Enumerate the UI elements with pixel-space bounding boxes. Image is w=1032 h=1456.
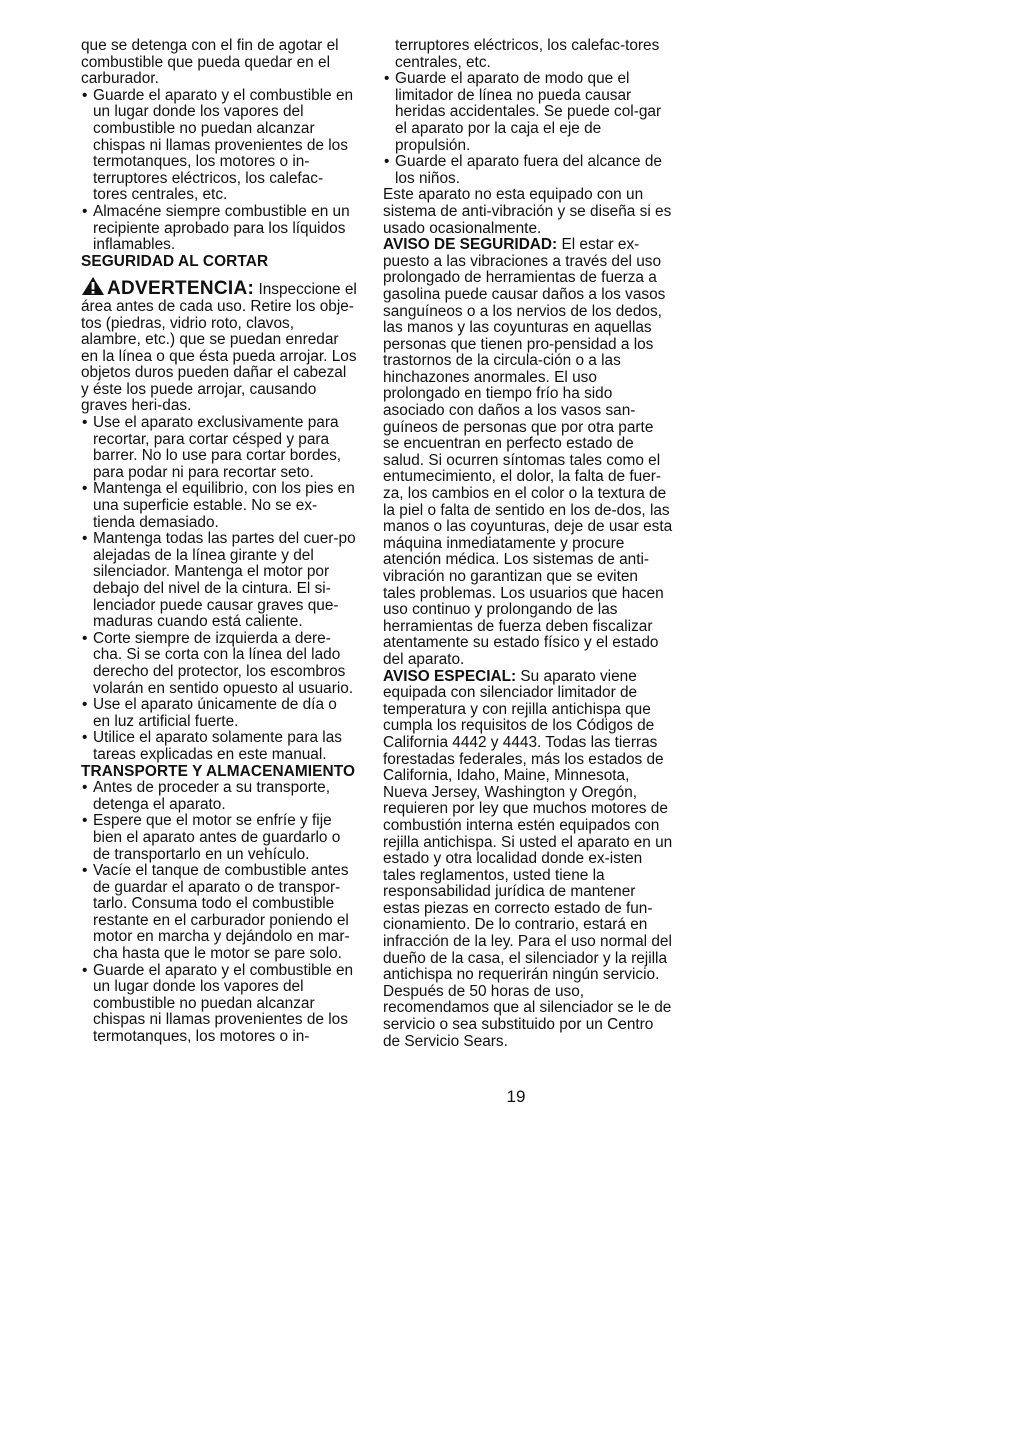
- list-item: • Almacéne siempre combustible en un recipiente aprobado para los líquidos inflamables.: [81, 204, 357, 254]
- vibration-note: Este aparato no esta equipado con un sistema de anti-vibración y se diseña si es usado ocasionalmente.: [383, 186, 672, 237]
- list-item: • Use el aparato únicamente de día o en luz artificial fuerte.: [81, 697, 357, 730]
- list-item: • Utilice el aparato solamente para las tareas explicadas en este manual.: [81, 730, 357, 763]
- list-item: • Vacíe el tanque de combustible antes de guardar el aparato o de transpor-tarlo. Consuma todo el combustible restante en el carburador poniendo el motor en marcha y dejándolo en mar-cha hasta que le motor se pare solo.: [81, 863, 357, 963]
- list-item: • Guarde el aparato fuera del alcance de los niños.: [383, 154, 673, 187]
- continued-text: terruptores eléctricos, los calefac-tores centrales, etc.: [395, 37, 660, 71]
- right-bullet-list: [383, 71, 673, 187]
- list-item: • Antes de proceder a su transporte, detenga el aparato.: [81, 780, 357, 813]
- left-column: [81, 38, 357, 1046]
- warning-block: [81, 276, 357, 415]
- cutting-bullet-list: [81, 415, 357, 763]
- list-item: • Mantenga el equilibrio, con los pies en una superficie estable. No se ex-tienda demasiado.: [81, 481, 357, 531]
- intro-paragraph: que se detenga con el fin de agotar el combustible que pueda quedar en el carburador.: [81, 37, 339, 88]
- cutting-safety-heading: SEGURIDAD AL CORTAR: [81, 252, 269, 270]
- list-item: • Corte siempre de izquierda a dere-cha. Si se corta con la línea del lado derecho del protector, los escombros volarán en sentido opuesto al usuario.: [81, 631, 357, 697]
- safety-notice-text: El estar ex-puesto a las vibraciones a través del uso prolongado de herramientas de fuerza a gasolina puede causar daños a los vasos sanguíneos o a los nervios de los dedos, las manos y las coyunturas en aquellas personas que tienen pro-pensidad a los trastornos de la circula-ción o a las hinchazones anormales. El uso prolongado en tiempo frío ha sido asociado con daños a los vasos san-guíneos de personas que por otra parte se encuentran en perfecto estado de salud. Si ocurren síntomas tales como el entumecimiento, el dolor, la falta de fuer-za, los cambios en el color o la textura de la piel o falta de sentido en los de-dos, las manos o las coyunturas, deje de usar esta máquina inmediatamente y procure atención médica. Los sistemas de anti-vibración no garantizan que se eviten tales problemas. Los usuarios que hacen uso continuo y prolongando de las herramientas de fuerza deben fiscalizar atentamente su estado físico y el estado del aparato.: [383, 236, 673, 668]
- list-item: • Guarde el aparato de modo que el limitador de línea no pueda causar heridas accidentales. Se puede col-gar el aparato por la caja el eje de propulsión.: [383, 71, 673, 154]
- special-notice: [383, 669, 673, 1051]
- warning-title: ADVERTENCIA:: [107, 278, 255, 300]
- list-item: • Guarde el aparato y el combustible en un lugar donde los vapores del combustible no puedan alcanzar chispas ni llamas provenientes de los termotanques, los motores o in-terruptores eléctricos, los calefac-tores centrales, etc.: [81, 88, 357, 204]
- list-item: • Espere que el motor se enfríe y fije bien el aparato antes de guardarlo o de transportarlo en un vehículo.: [81, 813, 357, 863]
- storage-bullet-list: [81, 88, 357, 254]
- warning-triangle-icon: [81, 276, 105, 296]
- page-number: 19: [506, 1087, 526, 1106]
- right-column: [383, 38, 673, 1050]
- special-notice-text: Su aparato viene equipada con silenciador limitador de temperatura y con rejilla antichispa que cumpla los requisitos de los Códigos de California 4442 y 4443. Todas las tierras forestadas federales, más los estados de California, Idaho, Maine, Minnesota, Nueva Jersey, Washington y Oregón, requieren por ley que muchos motores de combustión interna estén equipados con rejilla antichispa. Si usted el aparato en un estado y otra localidad donde ex-isten tales reglamentos, usted tiene la responsabilidad jurídica de mantener estas piezas en correcto estado de fun-cionamiento. De lo contrario, estará en infracción de la ley. Para el uso normal del dueño de la casa, el silenciador y la rejilla antichispa no requerirán ningún servicio. Después de 50 horas de uso, recomendamos que al silenciador se le de servicio o sea substituido por un Centro de Servicio Sears.: [383, 667, 673, 1050]
- list-item: • Use el aparato exclusivamente para recortar, para cortar césped y para barrer. No lo use para cortar bordes, para podar ni para recortar seto.: [81, 415, 357, 481]
- transport-bullet-list: [81, 780, 357, 1046]
- list-item: • Mantenga todas las partes del cuer-po alejadas de la línea girante y del silenciador. Mantenga el motor por debajo del nivel de la cintura. El si-lenciador puede causar graves que-maduras cuando está caliente.: [81, 531, 357, 631]
- special-notice-label: AVISO ESPECIAL:: [383, 667, 517, 685]
- safety-notice: [383, 237, 673, 668]
- transport-storage-heading: TRANSPORTE Y ALMACENAMIENTO: [81, 762, 356, 780]
- safety-notice-label: AVISO DE SEGURIDAD:: [383, 236, 558, 254]
- warning-text: Inspeccione el área antes de cada uso. Retire los obje-tos (piedras, vidrio roto, clavos, alambre, etc.) que se puedan enredar en la línea o que ésta pueda arrojar. Los objetos duros pueden dañar el cabezal y éste los puede arrojar, causando graves heri-das.: [81, 281, 357, 415]
- list-item: • Guarde el aparato y el combustible en un lugar donde los vapores del combustible no puedan alcanzar chispas ni llamas provenientes de los termotanques, los motores o in-: [81, 963, 357, 1046]
